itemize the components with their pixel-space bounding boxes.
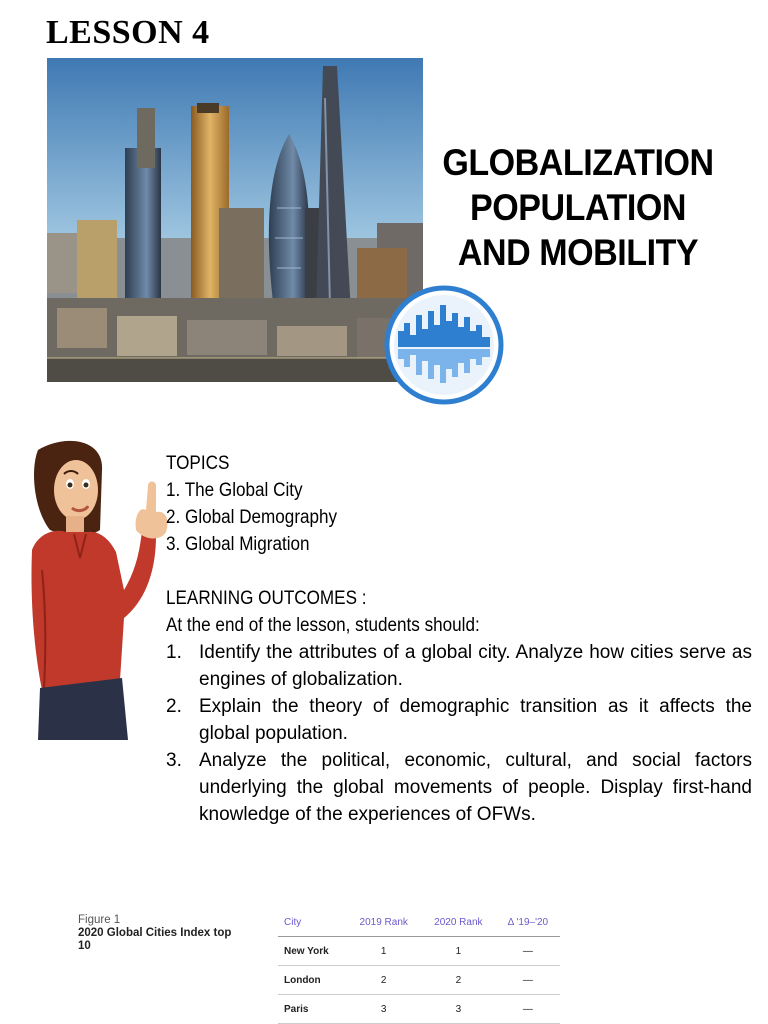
topic-item: 3. Global Migration <box>166 534 310 555</box>
table-cell: 2 <box>421 966 496 995</box>
pointing-woman-illustration <box>24 440 174 740</box>
topic-item: 1. The Global City <box>166 480 303 501</box>
table-cell: — <box>496 966 560 995</box>
outcomes-heading-text: LEARNING OUTCOMES <box>166 588 357 609</box>
figure-caption <box>78 914 238 953</box>
figure-title: 2020 Global Cities Index top 10 <box>78 927 232 952</box>
outcomes-list <box>166 639 752 828</box>
column-header: City <box>278 908 346 937</box>
figure-label: Figure 1 <box>78 914 121 926</box>
lesson-heading: LESSON 4 <box>46 14 210 51</box>
topics-section <box>166 450 693 558</box>
table-row <box>278 937 560 966</box>
table-cell: — <box>496 995 560 1024</box>
table-cell: New York <box>278 937 346 966</box>
table-cell: 1 <box>346 937 421 966</box>
outcomes-intro: At the end of the lesson, students should: <box>166 615 480 636</box>
outcome-text: Identify the attributes of a global city. Analyze how cities serve as engines of globalization. <box>199 642 752 690</box>
table-cell: 1 <box>421 937 496 966</box>
outcome-number: 2. <box>166 696 182 717</box>
column-header: 2020 Rank <box>421 908 496 937</box>
table-header-row <box>278 908 560 937</box>
city-skyline-logo <box>384 285 504 405</box>
global-cities-table <box>278 908 560 1024</box>
table-cell: 3 <box>346 995 421 1024</box>
outcome-text: Explain the theory of demographic transition as it affects the global population. <box>199 696 752 744</box>
column-header: Δ '19–'20 <box>496 908 560 937</box>
title-line: POPULATION <box>469 187 687 228</box>
outcome-item <box>166 693 752 747</box>
topic-item: 2. Global Demography <box>166 507 338 528</box>
table-row <box>278 966 560 995</box>
title-line: AND MOBILITY <box>457 232 699 273</box>
main-title <box>440 140 716 275</box>
column-header: 2019 Rank <box>346 908 421 937</box>
outcome-text: Analyze the political, economic, cultural, and social factors underlying the global movements of people. Display first-hand knowledge of the experiences of OFWs. <box>199 750 752 825</box>
lesson-content <box>166 450 752 828</box>
table-cell: 3 <box>421 995 496 1024</box>
outcomes-heading <box>166 585 693 612</box>
outcome-number: 1. <box>166 642 182 663</box>
outcome-item <box>166 747 752 828</box>
title-line: GLOBALIZATION <box>442 142 714 183</box>
table-row <box>278 995 560 1024</box>
table-cell: Paris <box>278 995 346 1024</box>
table-cell: 2 <box>346 966 421 995</box>
table-cell: London <box>278 966 346 995</box>
table-cell: — <box>496 937 560 966</box>
topics-heading: TOPICS <box>166 453 230 474</box>
city-skyline-photo <box>47 58 423 382</box>
outcomes-heading-suffix: : <box>356 588 367 609</box>
outcome-item <box>166 639 752 693</box>
outcome-number: 3. <box>166 750 182 771</box>
